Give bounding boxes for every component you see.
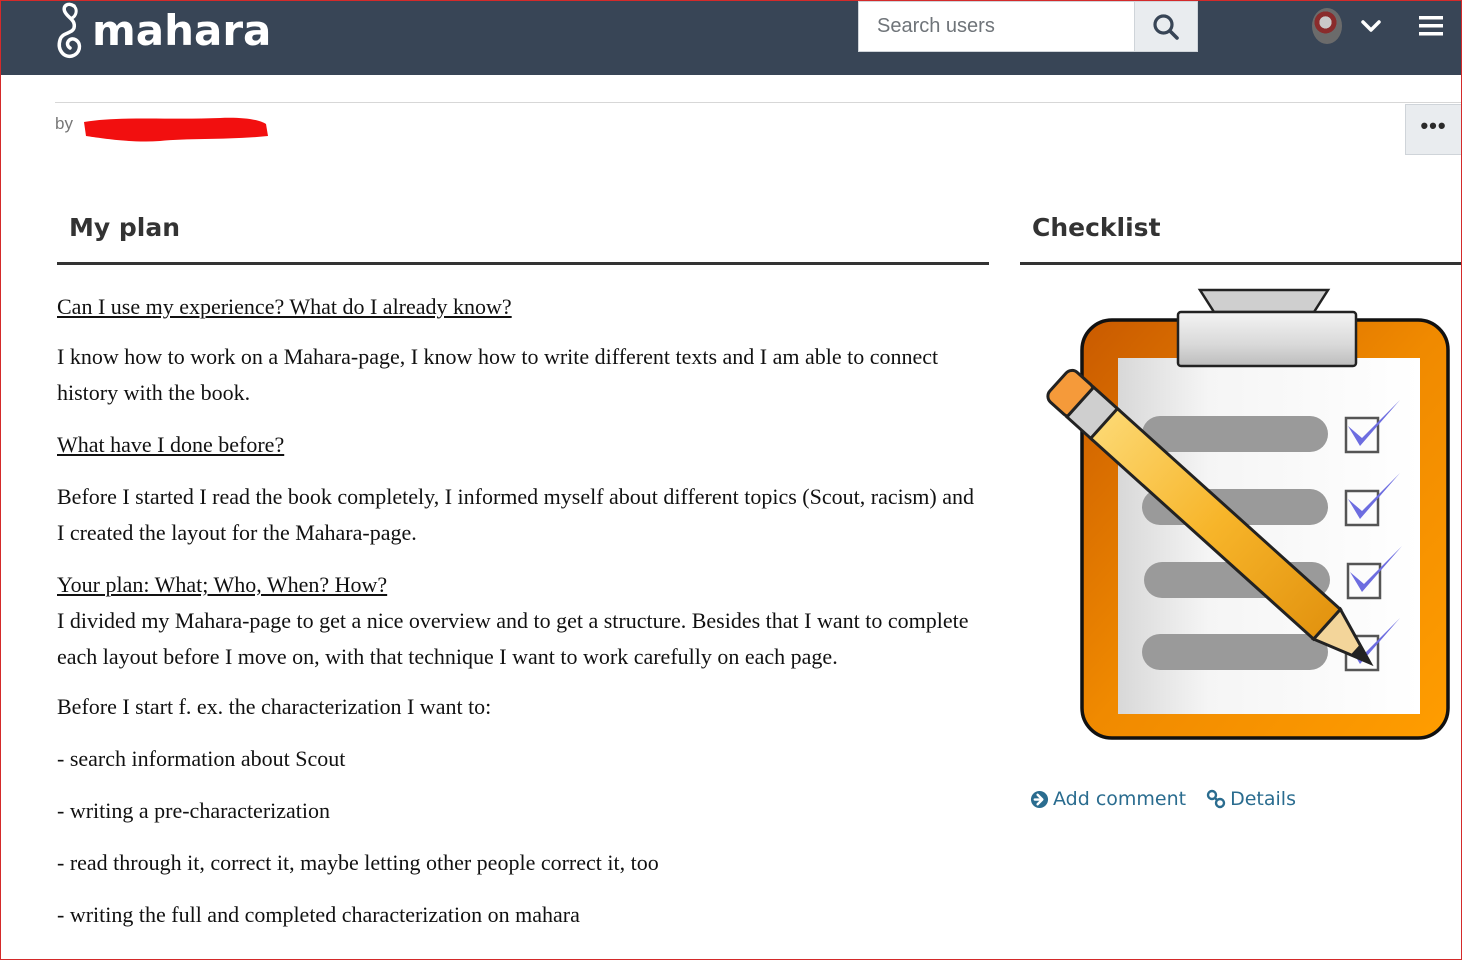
search-users-field[interactable] xyxy=(858,1,1136,52)
user-menu-toggle[interactable] xyxy=(1359,14,1383,43)
list-item: - writing a pre-characterization xyxy=(57,798,331,823)
answer-experience: I know how to work on a Mahara-page, I know how to write different texts and I am able to connect history with the book. xyxy=(57,344,939,405)
top-navigation-bar xyxy=(0,0,1462,75)
list-item: - read through it, correct it, maybe letting other people correct it, too xyxy=(57,850,659,875)
user-avatar[interactable] xyxy=(1312,8,1342,44)
logo-text: mahara xyxy=(92,6,272,55)
checklist-divider xyxy=(1020,262,1462,265)
search-button[interactable] xyxy=(1134,1,1198,52)
add-comment-label: Add comment xyxy=(1053,788,1187,810)
my-plan-title: My plan xyxy=(69,213,181,242)
add-comment-link[interactable] xyxy=(1030,788,1186,810)
clipboard-checklist-icon xyxy=(1028,286,1454,746)
checklist-title: Checklist xyxy=(1032,213,1161,242)
question-your-plan: Your plan: What; Who, When? How? xyxy=(57,572,388,597)
answer-done-before: Before I started I read the book completely, I informed myself about different topics (Scout, racism) and I created the layout for the Mahara-page. xyxy=(57,484,974,545)
my-plan-content xyxy=(57,289,977,933)
redacted-author-name xyxy=(80,114,270,144)
details-link[interactable] xyxy=(1206,788,1296,810)
link-icon xyxy=(1206,789,1226,809)
search-icon xyxy=(1152,13,1180,41)
main-menu-button[interactable] xyxy=(1418,14,1444,43)
chevron-down-icon xyxy=(1359,14,1383,38)
list-item: - writing the full and completed characterization on mahara xyxy=(57,902,580,927)
more-options-label: ••• xyxy=(1420,112,1447,138)
mahara-logo-icon xyxy=(54,0,90,62)
checklist-actions xyxy=(1030,788,1316,810)
header-divider xyxy=(55,102,1462,103)
list-item: - search information about Scout xyxy=(57,746,346,771)
byline-prefix: by xyxy=(55,114,73,133)
question-experience: Can I use my experience? What do I already know? xyxy=(57,294,512,319)
details-label: Details xyxy=(1230,788,1296,810)
answer-your-plan: I divided my Mahara-page to get a nice overview and to get a structure. Besides that I want to complete each layout before I move on, with that technique I want to work carefully on each page. xyxy=(57,608,969,669)
my-plan-divider xyxy=(57,262,989,265)
arrow-circle-right-icon xyxy=(1030,790,1049,809)
more-options-button[interactable] xyxy=(1405,104,1462,155)
characterization-intro: Before I start f. ex. the characterization I want to: xyxy=(57,694,492,719)
hamburger-menu-icon xyxy=(1418,14,1444,38)
mahara-logo[interactable] xyxy=(54,0,271,62)
question-done-before: What have I done before? xyxy=(57,432,285,457)
search-users-input[interactable] xyxy=(859,2,1135,51)
